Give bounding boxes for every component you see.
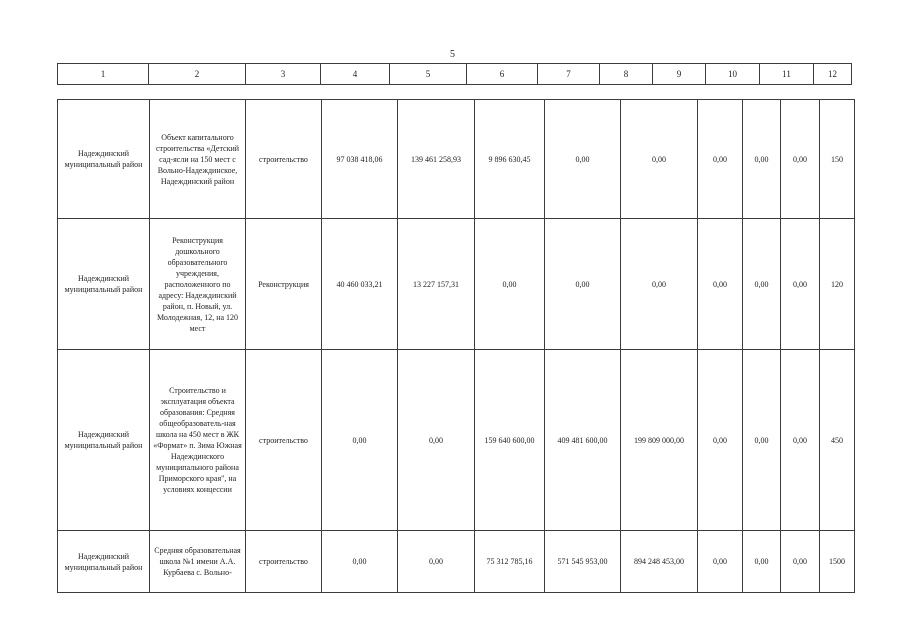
data-table (57, 99, 855, 593)
type-cell: Реконструкция (246, 219, 322, 350)
value-cell: 0,00 (398, 531, 475, 593)
value-cell: 0,00 (781, 100, 820, 219)
table-row (58, 219, 855, 350)
value-cell: 9 896 630,45 (475, 100, 545, 219)
value-cell: 0,00 (698, 100, 743, 219)
object-cell: Средняя образовательная школа №1 имени А.А. Курбаева с. Вольно- (150, 531, 246, 593)
header-cell: 12 (814, 64, 852, 85)
value-cell: 75 312 785,16 (475, 531, 545, 593)
table-row (58, 531, 855, 593)
capacity-cell: 150 (820, 100, 855, 219)
value-cell: 97 038 418,06 (322, 100, 398, 219)
header-cell: 10 (706, 64, 760, 85)
object-cell: Строительство и эксплуатация объекта образования: Средняя общеобразователь-ная школа на 450 мест в ЖК «Формат» п. Зима Южная Надеждинского муниципального района Приморского края", на условиях концессии (150, 350, 246, 531)
header-cell: 2 (149, 64, 246, 85)
value-cell: 40 460 033,21 (322, 219, 398, 350)
capacity-cell: 450 (820, 350, 855, 531)
value-cell: 0,00 (545, 219, 621, 350)
object-cell: Реконструкция дошкольного образовательного учреждения, расположенного по адресу: Надеждинский район, п. Новый, ул. Молодежная, 12, на 120 мест (150, 219, 246, 350)
value-cell: 0,00 (743, 100, 781, 219)
district-cell: Надеждинский муниципальный район (58, 100, 150, 219)
type-cell: строительство (246, 350, 322, 531)
value-cell: 894 248 453,00 (621, 531, 698, 593)
header-cell: 9 (653, 64, 706, 85)
type-cell: строительство (246, 100, 322, 219)
district-cell: Надеждинский муниципальный район (58, 531, 150, 593)
value-cell: 0,00 (743, 350, 781, 531)
value-cell: 13 227 157,31 (398, 219, 475, 350)
value-cell: 0,00 (475, 219, 545, 350)
value-cell: 409 481 600,00 (545, 350, 621, 531)
type-cell: строительство (246, 531, 322, 593)
value-cell: 0,00 (743, 219, 781, 350)
value-cell: 0,00 (781, 350, 820, 531)
header-cell: 5 (390, 64, 467, 85)
header-cell: 11 (760, 64, 814, 85)
value-cell: 0,00 (621, 100, 698, 219)
header-cell: 8 (600, 64, 653, 85)
value-cell: 0,00 (698, 219, 743, 350)
district-cell: Надеждинский муниципальный район (58, 219, 150, 350)
value-cell: 199 809 000,00 (621, 350, 698, 531)
table-row (58, 100, 855, 219)
value-cell: 0,00 (545, 100, 621, 219)
table-row (58, 350, 855, 531)
value-cell: 0,00 (698, 350, 743, 531)
capacity-cell: 1500 (820, 531, 855, 593)
object-cell: Объект капитального строительства «Детский сад-ясли на 150 мест с Вольно-Надеждинское, Надеждинский район (150, 100, 246, 219)
header-cell: 4 (321, 64, 390, 85)
value-cell: 0,00 (398, 350, 475, 531)
header-cell: 3 (246, 64, 321, 85)
value-cell: 0,00 (621, 219, 698, 350)
value-cell: 139 461 258,93 (398, 100, 475, 219)
header-cell: 6 (467, 64, 538, 85)
value-cell: 0,00 (743, 531, 781, 593)
page-number: 5 (450, 49, 455, 60)
district-cell: Надеждинский муниципальный район (58, 350, 150, 531)
column-number-header (57, 63, 852, 85)
value-cell: 571 545 953,00 (545, 531, 621, 593)
value-cell: 0,00 (781, 219, 820, 350)
capacity-cell: 120 (820, 219, 855, 350)
value-cell: 0,00 (322, 531, 398, 593)
header-cell: 1 (58, 64, 149, 85)
value-cell: 0,00 (698, 531, 743, 593)
value-cell: 0,00 (322, 350, 398, 531)
header-cell: 7 (538, 64, 600, 85)
value-cell: 159 640 600,00 (475, 350, 545, 531)
value-cell: 0,00 (781, 531, 820, 593)
